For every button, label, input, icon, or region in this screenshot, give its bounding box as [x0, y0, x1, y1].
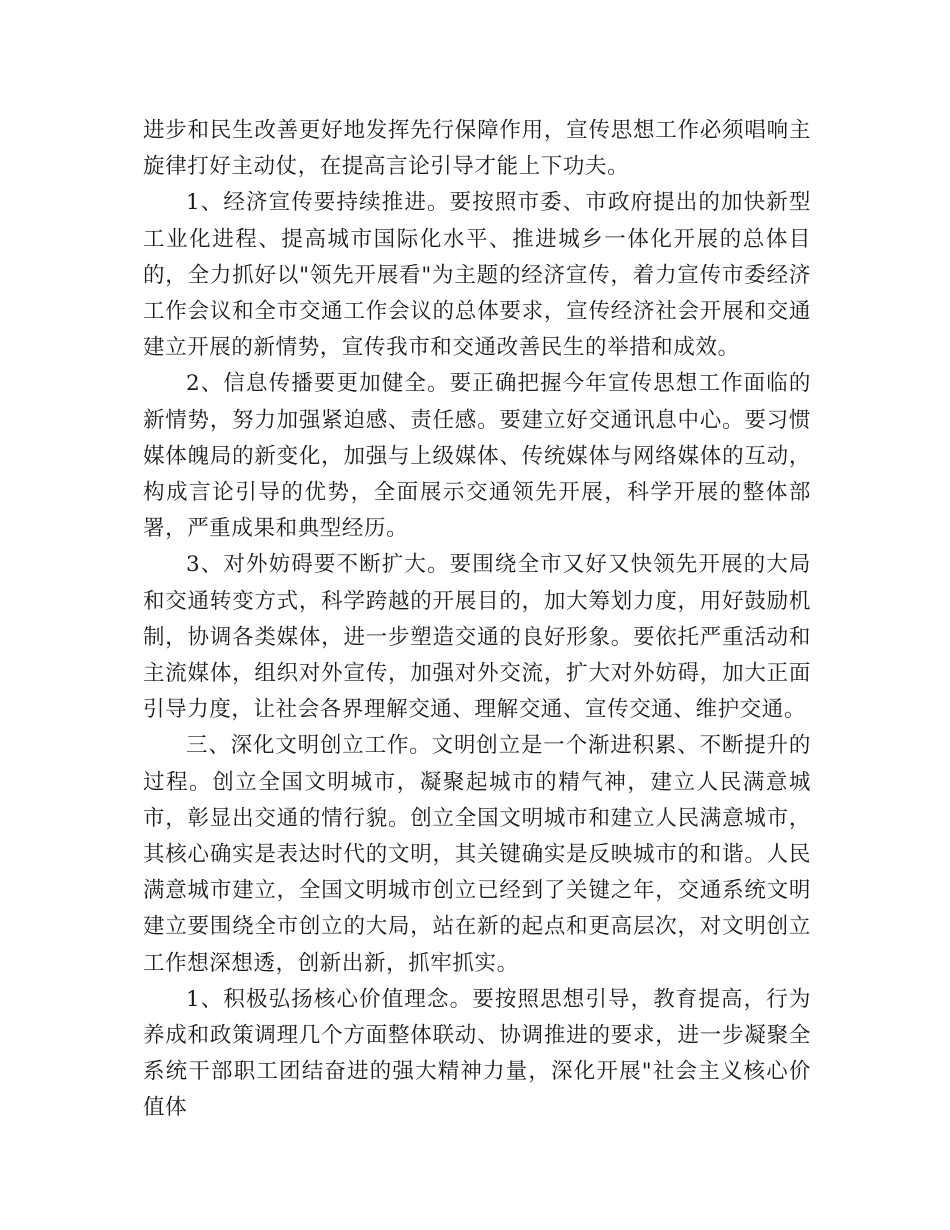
paragraph-civilization-creation: 三、深化文明创立工作。文明创立是一个渐进积累、不断提升的过程。创立全国文明城市，凝聚起城市的精气神，建立人民满意城市，彰显出交通的情行貌。创立全国文明城市和建立人民满意城市，其核心确实是表达时代的文明，其关键确实是反映城市的和谐。人民满意城市建立，全国文明城市创立已经到了关键之年，交通系统文明建立要围绕全市创立的大局，站在新的起点和更高层次，对文明创立工作想深想透，创新出新，抓牢抓实。	[143, 733, 811, 976]
paragraph-continuation: 进步和民生改善更好地发挥先行保障作用，宣传思想工作必须唱响主旋律打好主动仗，在提高言论引导才能上下功夫。	[143, 118, 811, 180]
paragraph-core-values: 1、积极弘扬核心价值理念。要按照思想引导，教育提高，行为养成和政策调理几个方面整体联动、协调推进的要求，进一步凝聚全系统干部职工团结奋进的强大精神力量，深化开展"社会主义核心价值体	[143, 986, 811, 1121]
paragraph-information-dissemination: 2、信息传播要更加健全。要正确把握今年宣传思想工作面临的新情势，努力加强紧迫感、责任感。要建立好交通讯息中心。要习惯媒体魄局的新变化，加强与上级媒体、传统媒体与网络媒体的互动，构成言论引导的优势，全面展示交通领先开展，科学开展的整体部署，严重成果和典型经历。	[143, 371, 811, 542]
paragraph-economic-publicity: 1、经济宣传要持续推进。要按照市委、市政府提出的加快新型工业化进程、提高城市国际化水平、推进城乡一体化开展的总体目的，全力抓好以"领先开展看"为主题的经济宣传，着力宣传市委经济工作会议和全市交通工作会议的总体要求，宣传经济社会开展和交通建立开展的新情势，宣传我市和交通改善民生的举措和成效。	[143, 190, 811, 361]
document-body	[143, 113, 811, 1127]
paragraph-external-influence: 3、对外妨碍要不断扩大。要围绕全市又好又快领先开展的大局和交通转变方式，科学跨越的开展目的，加大筹划力度，用好鼓励机制，协调各类媒体，进一步塑造交通的良好形象。要依托严重活动和主流媒体，组织对外宣传，加强对外交流，扩大对外妨碍，加大正面引导力度，让社会各界理解交通、理解交通、宣传交通、维护交通。	[143, 552, 811, 723]
